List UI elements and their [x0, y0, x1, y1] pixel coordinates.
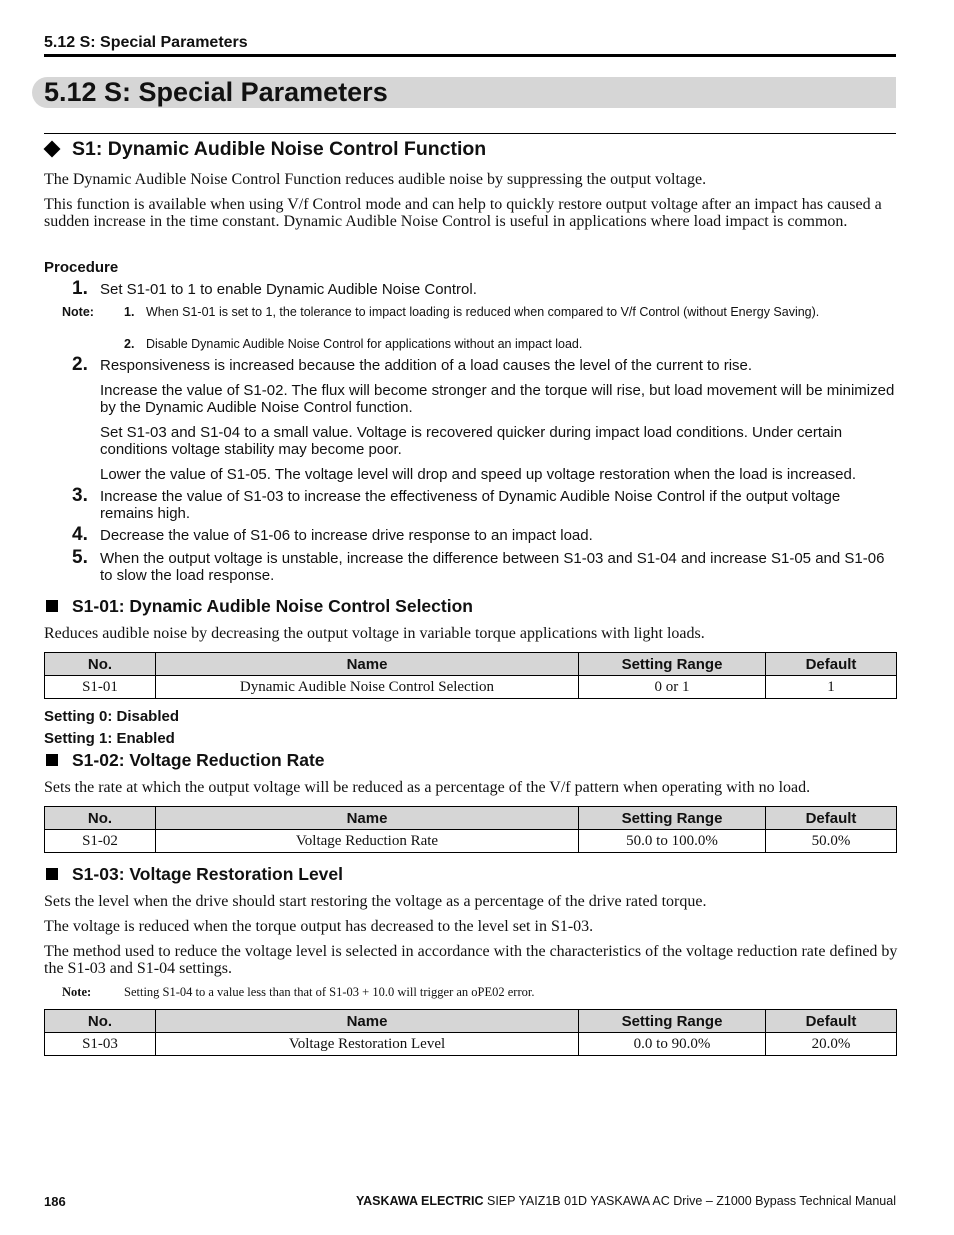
cell-name: Dynamic Audible Noise Control Selection [156, 676, 579, 699]
col-header-name: Name [156, 807, 579, 830]
col-header-name: Name [156, 1010, 579, 1033]
s1-02-heading: S1-02: Voltage Reduction Rate [72, 750, 325, 770]
col-header-no: No. [45, 807, 156, 830]
running-head: 5.12 S: Special Parameters [44, 34, 248, 51]
table-header-row [45, 1010, 897, 1033]
col-header-name: Name [156, 653, 579, 676]
col-header-range: Setting Range [579, 653, 766, 676]
col-header-no: No. [45, 1010, 156, 1033]
step-detail: Set S1-03 and S1-04 to a small value. Voltage is recovered quicker during impact load conditions. Under certain conditions voltage stability may become poor. [100, 424, 843, 458]
square-bullet-icon [46, 754, 58, 766]
step-detail: Increase the value of S1-02. The flux will become stronger and the torque will rise, but load movement will be minimized by the Dynamic Audible Noise Control function. [100, 382, 895, 416]
table-row [45, 1033, 897, 1056]
header-rule [44, 54, 896, 57]
s1-para-1: The Dynamic Audible Noise Control Function reduces audible noise by suppressing the output voltage. [44, 171, 707, 188]
footer-manual: SIEP YAIZ1B 01D YASKAWA AC Drive – Z1000 Bypass Technical Manual [483, 1194, 896, 1208]
note-text: When S1-01 is set to 1, the tolerance to impact loading is reduced when compared to V/f Control (without Energy Saving). [146, 305, 820, 319]
s1-heading: S1: Dynamic Audible Noise Control Function [72, 138, 487, 160]
cell-range: 0.0 to 90.0% [579, 1033, 766, 1056]
step-text: When the output voltage is unstable, increase the difference between S1-03 and S1-04 and increase S1-05 and S1-06 to slow the load response. [100, 550, 885, 584]
page-number: 186 [44, 1194, 66, 1209]
note-text: Setting S1-04 to a value less than that of S1-03 + 10.0 will trigger an oPE02 error. [124, 985, 535, 999]
s1-02-description: Sets the rate at which the output voltage will be reduced as a percentage of the V/f pattern when operating with no load. [44, 779, 811, 796]
section-rule [44, 133, 896, 134]
s1-03-description-2: The voltage is reduced when the torque output has decreased to the level set in S1-03. [44, 918, 594, 935]
step-text: Decrease the value of S1-06 to increase drive response to an impact load. [100, 527, 593, 544]
cell-range: 50.0 to 100.0% [579, 830, 766, 853]
note-label: Note: [62, 985, 92, 999]
col-header-range: Setting Range [579, 807, 766, 830]
cell-default: 20.0% [766, 1033, 897, 1056]
step-number: 4. [72, 524, 88, 545]
chapter-title: 5.12 S: Special Parameters [44, 77, 388, 107]
s1-01-description: Reduces audible noise by decreasing the output voltage in variable torque applications with light loads. [44, 625, 705, 642]
s1-01-heading: S1-01: Dynamic Audible Noise Control Selection [72, 596, 473, 616]
s1-01-table [44, 652, 897, 699]
step-text: Increase the value of S1-03 to increase the effectiveness of Dynamic Audible Noise Control if the output voltage remains high. [100, 488, 841, 522]
cell-no: S1-03 [45, 1033, 156, 1056]
footer-manual-title [356, 1194, 896, 1208]
setting-1-label: Setting 1: Enabled [44, 730, 175, 747]
procedure-label: Procedure [44, 259, 119, 276]
diamond-bullet-icon [44, 141, 61, 158]
col-header-default: Default [766, 807, 897, 830]
s1-02-table [44, 806, 897, 853]
col-header-no: No. [45, 653, 156, 676]
s1-03-table [44, 1009, 897, 1056]
table-row [45, 830, 897, 853]
cell-name: Voltage Reduction Rate [156, 830, 579, 853]
step-number: 1. [72, 278, 88, 299]
cell-range: 0 or 1 [579, 676, 766, 699]
cell-default: 1 [766, 676, 897, 699]
note-number: 2. [124, 337, 135, 351]
note-text: Disable Dynamic Audible Noise Control for applications without an impact load. [146, 337, 583, 351]
footer-brand: YASKAWA ELECTRIC [355, 1194, 484, 1208]
s1-03-description-3: The method used to reduce the voltage level is selected in accordance with the characteristics of the voltage reduction rate defined by the S1-03 and S1-04 settings. [44, 943, 898, 977]
table-row [45, 676, 897, 699]
table-header-row [45, 807, 897, 830]
step-number: 3. [72, 485, 88, 506]
col-header-default: Default [766, 653, 897, 676]
square-bullet-icon [46, 600, 58, 612]
square-bullet-icon [46, 868, 58, 880]
step-number: 2. [72, 354, 88, 375]
s1-03-heading: S1-03: Voltage Restoration Level [72, 864, 344, 884]
s1-03-description-1: Sets the level when the drive should start restoring the voltage as a percentage of the drive rated torque. [44, 893, 707, 910]
s1-para-2: This function is available when using V/f Control mode and can help to quickly restore output voltage after an impact has caused a sudden increase in the time constant. Dynamic Audible Noise Control is useful in applications where load impact is common. [44, 196, 882, 230]
note-number: 1. [124, 305, 135, 319]
step-text: Responsiveness is increased because the addition of a load causes the level of the current to rise. [100, 357, 753, 374]
table-header-row [45, 653, 897, 676]
setting-0-label: Setting 0: Disabled [44, 708, 180, 725]
cell-name: Voltage Restoration Level [156, 1033, 579, 1056]
cell-default: 50.0% [766, 830, 897, 853]
step-number: 5. [72, 547, 88, 568]
step-detail: Lower the value of S1-05. The voltage level will drop and speed up voltage restoration when the load is increased. [100, 466, 857, 483]
note-label: Note: [62, 305, 94, 319]
col-header-range: Setting Range [579, 1010, 766, 1033]
col-header-default: Default [766, 1010, 897, 1033]
step-text: Set S1-01 to 1 to enable Dynamic Audible Noise Control. [100, 281, 477, 298]
cell-no: S1-01 [45, 676, 156, 699]
cell-no: S1-02 [45, 830, 156, 853]
